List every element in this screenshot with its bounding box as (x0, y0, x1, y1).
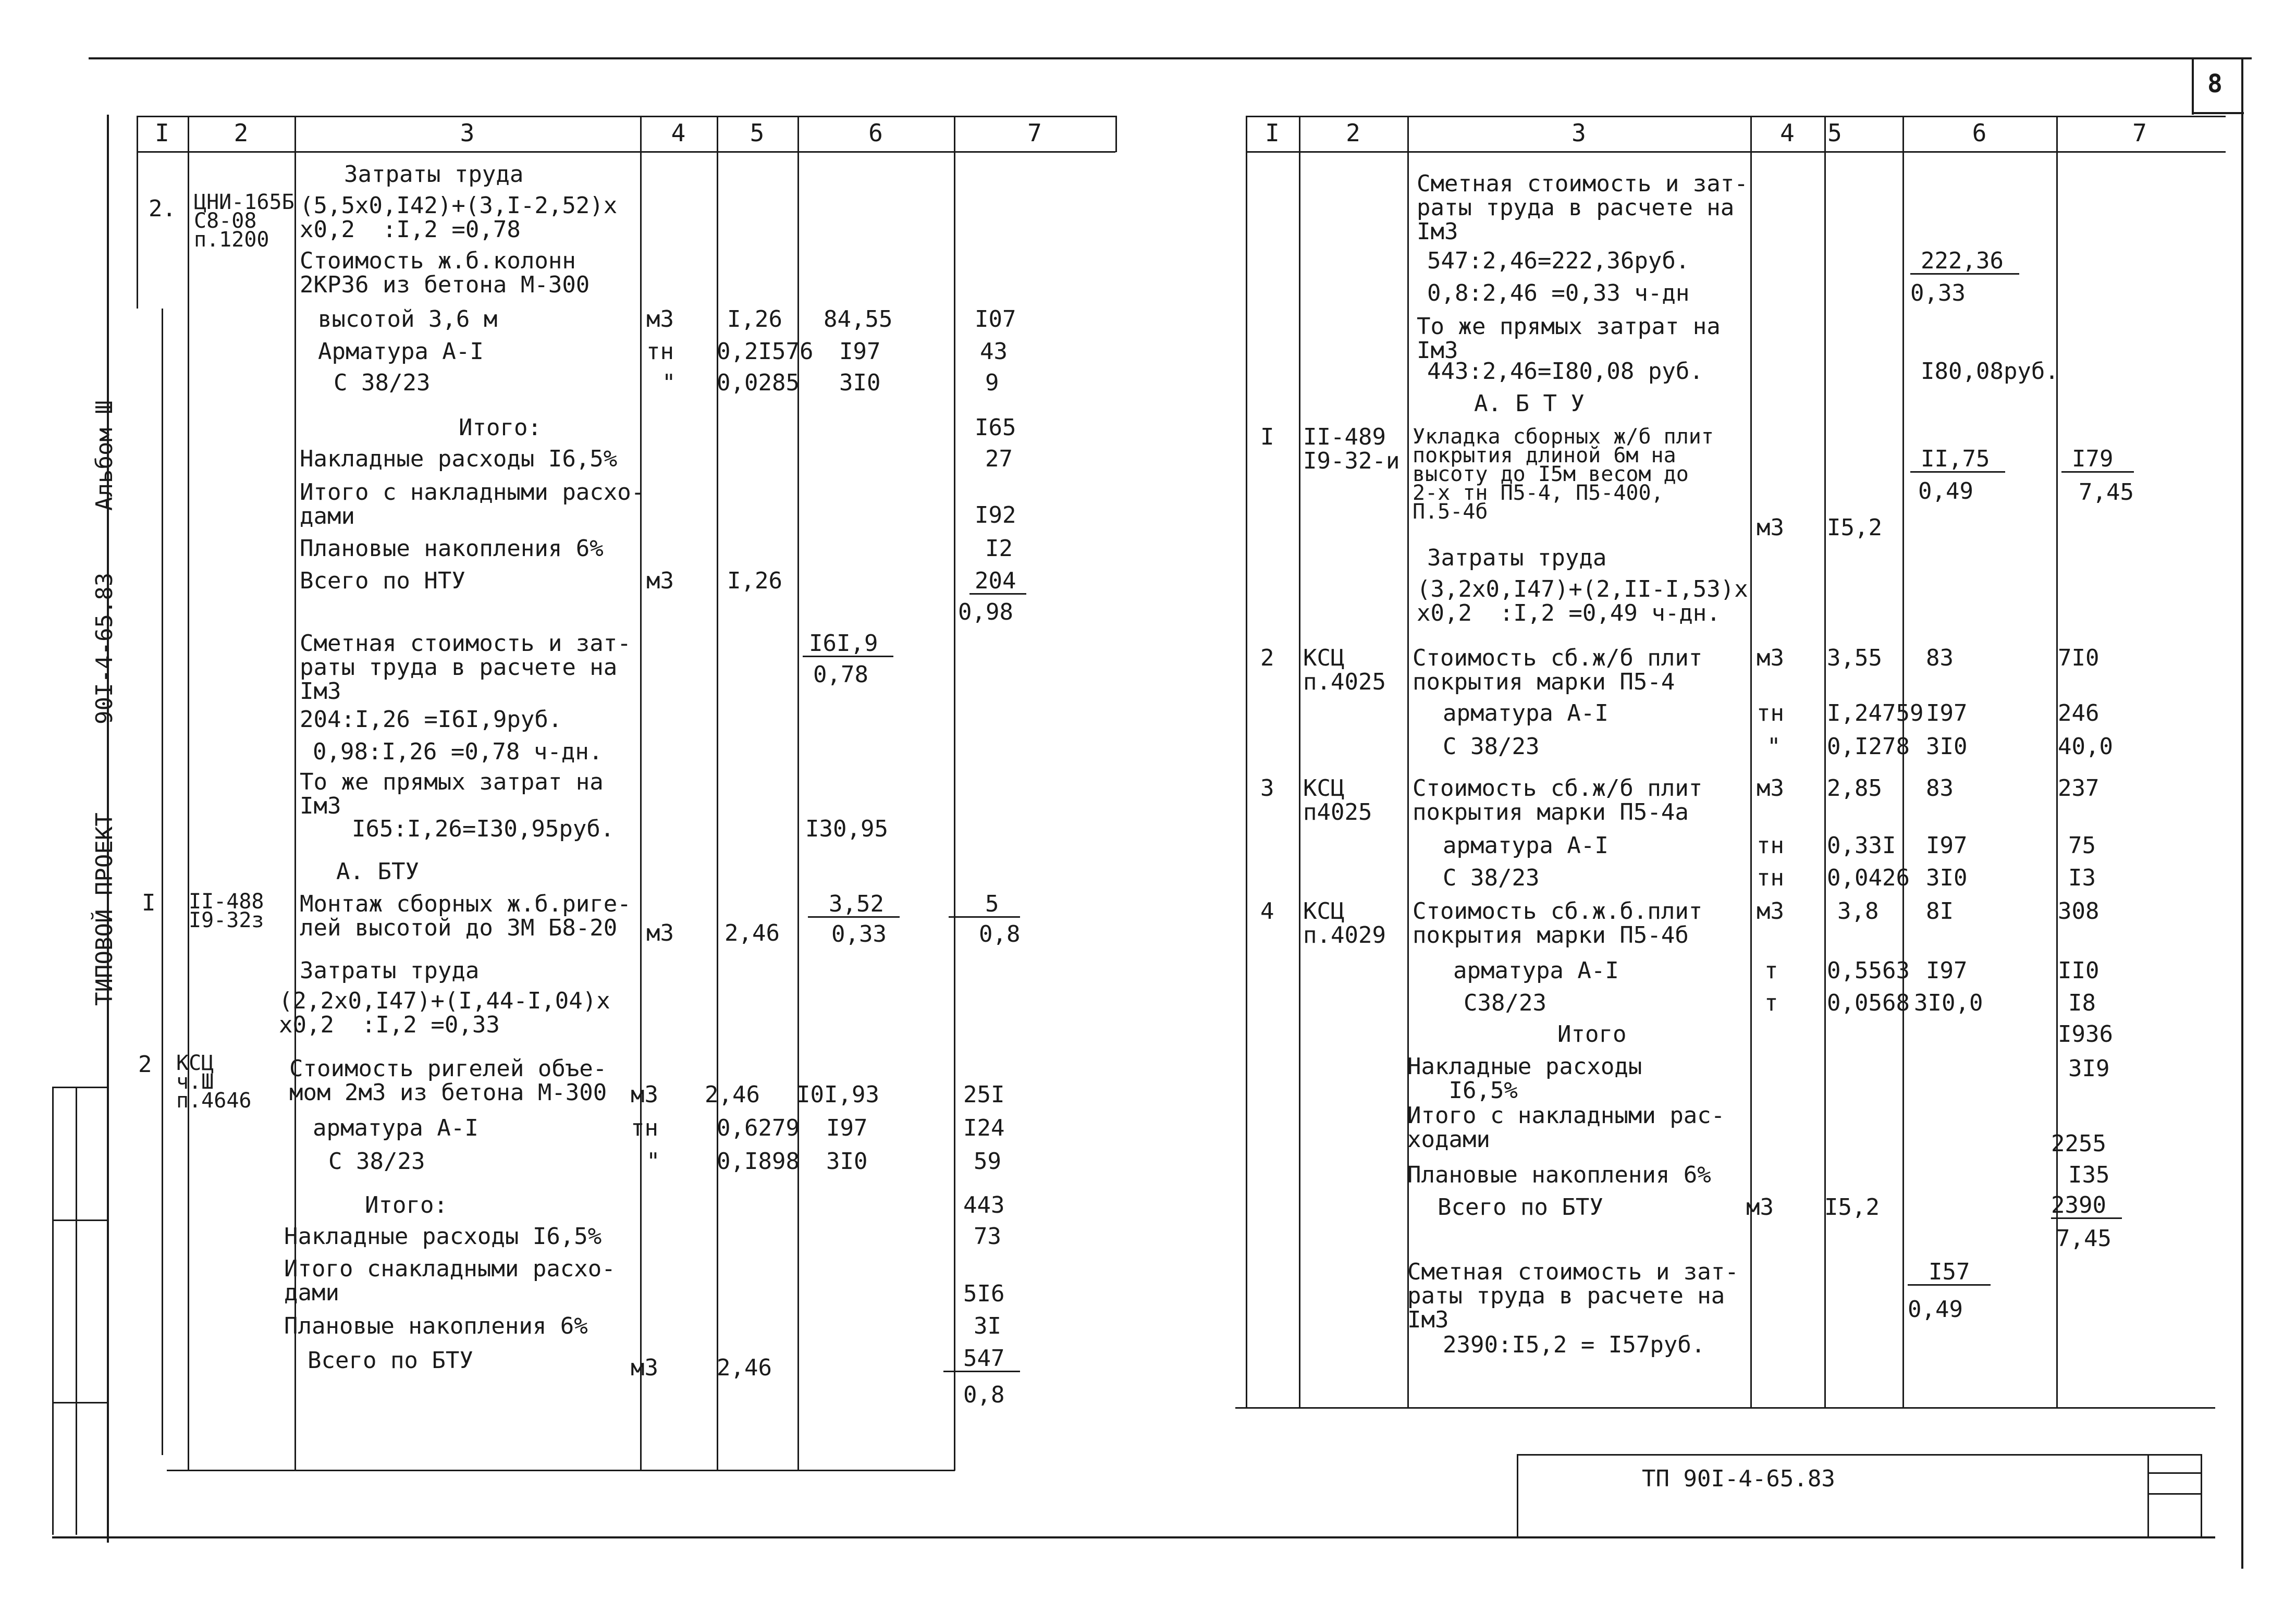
left-cell-total: I92 (975, 502, 1016, 528)
stamp-cell-line-1 (2147, 1472, 2201, 1474)
left-cell-total: 5I6 (963, 1280, 1005, 1307)
left-cell-labour-unit: 0,33 (831, 921, 887, 947)
right-cell-unit: м3 (1746, 1194, 1774, 1221)
right-header-col-5: 5 (1827, 119, 1842, 147)
left-cell-text: То же прямых затрат на Iм3 (300, 769, 604, 819)
right-cell-code: КСЦ п4025 (1303, 775, 1372, 826)
left-cell-text: (5,5х0,I42)+(3,I-2,52)х х0,2 :I,2 =0,78 (300, 192, 618, 243)
right-cell-text: Стоимость сб.ж/б плит покрытия марки П5-4 (1413, 645, 1703, 695)
right-cell-price: I97 (1926, 832, 1968, 859)
right-cell-unit: тн (1757, 832, 1784, 859)
left-cell-total: 59 (974, 1148, 1001, 1175)
right-cell-qty: I5,2 (1824, 1194, 1880, 1221)
right-cell-unit: т (1764, 990, 1778, 1016)
left-cell-total: 73 (974, 1223, 1001, 1250)
left-cell-text: Плановые накопления 6% (284, 1313, 588, 1339)
left-cell-labour-total: 0,8 (979, 921, 1021, 947)
right-cell-unit: тн (1757, 865, 1784, 891)
left-cell-num: 2. (149, 195, 176, 222)
left-cell-total: 443 (963, 1192, 1005, 1218)
left-cell-text: Накладные расходы I6,5% (300, 446, 618, 472)
right-cell-price: 3I0 (1926, 865, 1968, 891)
left-cell-text: (2,2х0,I47)+(I,44-I,04)х х0,2 :I,2 =0,33 (279, 988, 610, 1038)
right-cell-text: А. Б Т У (1474, 390, 1585, 417)
right-cell-code: КСЦ п.4029 (1303, 898, 1386, 949)
left-cell-labour-sum: 0,8 (963, 1382, 1005, 1408)
left-cell-total: I07 (975, 306, 1016, 332)
left-cell-price: I0I,93 (796, 1081, 879, 1108)
margin-label-project: ТИПОВОЙ ПРОЕКТ (91, 812, 118, 1006)
right-cell-num: I (1260, 424, 1274, 450)
right-cell-text: Стоимость сб.ж/б плит покрытия марки П5-4а (1413, 775, 1703, 826)
left-cell-qty: 0,I898 (717, 1148, 800, 1175)
left-cell-total: 3I (974, 1313, 1001, 1339)
left-cell-code: ЦНИ-165Б С8-08 п.1200 (194, 190, 294, 252)
left-cell-unit: тн (646, 338, 674, 365)
right-cell-text: Затраты труда (1427, 545, 1607, 571)
margin-block-line-1 (52, 1087, 108, 1088)
left-cell-qty: I,26 (727, 306, 782, 332)
right-cell-text: Накладные расходы I6,5% (1407, 1053, 1642, 1104)
page-number-box-bottom (2192, 112, 2244, 114)
left-cell-price: I30,95 (805, 816, 888, 842)
left-cell-text: Итого: (459, 414, 542, 441)
left-cell-qty: 2,46 (725, 920, 780, 946)
right-cell-price: I97 (1926, 957, 1968, 984)
right-cell-total: I936 (2058, 1021, 2113, 1048)
right-cell-price: 3I0,0 (1914, 990, 1983, 1016)
left-cell-unit: тн (631, 1115, 658, 1141)
right-cell-text: 443:2,46=I80,08 руб. (1427, 358, 1703, 385)
left-cell-qty: 0,6279 (717, 1115, 800, 1141)
left-cell-text: Всего по БТУ (308, 1347, 473, 1374)
right-cell-text: Итого с накладными рас- ходами (1407, 1102, 1725, 1153)
right-cell-qty: 0,0426 (1827, 865, 1910, 891)
margin-block-line-2 (52, 1220, 108, 1221)
right-cell-price: 3I0 (1926, 733, 1968, 760)
right-cell-qty: 0,0568 (1827, 990, 1910, 1016)
left-cell-text: Итого: (365, 1192, 448, 1218)
left-cell-text: Итого с накладными расхо- дами (300, 479, 645, 529)
right-cell-total: I35 (2068, 1162, 2110, 1188)
left-table-bottom-line (167, 1470, 955, 1471)
left-cell-text: А. БТУ (336, 858, 419, 885)
left-cell-text: С 38/23 (334, 370, 431, 396)
right-cell-qty: 2,85 (1827, 775, 1882, 802)
bottom-border-line (52, 1536, 2215, 1538)
left-cell-num: I (142, 890, 156, 916)
right-table-bottom-line (1235, 1407, 2215, 1409)
right-cell-labour-total: 7,45 (2079, 479, 2134, 506)
left-cell-text: Арматура А-I (318, 338, 484, 365)
right-cell-total: I8 (2068, 990, 2096, 1016)
right-cell-total: 246 (2058, 700, 2099, 726)
left-cell-total: 43 (980, 338, 1008, 365)
left-cell-unit: " (646, 1148, 660, 1175)
right-cell-price: 83 (1926, 645, 1954, 671)
stamp-inner-line (2147, 1454, 2149, 1537)
right-header-col-3: 3 (1571, 119, 1586, 147)
right-cell-price: 8I (1926, 898, 1954, 925)
left-cell-unit: " (662, 370, 676, 396)
right-cell-code: КСЦ п.4025 (1303, 645, 1386, 695)
margin-label-code: 90I-4-65.83 (91, 572, 118, 724)
left-cell-total: I2 (985, 535, 1013, 562)
stamp-right-line (2201, 1454, 2202, 1537)
right-cell-qty: 0,33I (1827, 832, 1896, 859)
left-header-col-3: 3 (460, 119, 475, 147)
left-cell-text: 0,98:I,26 =0,78 ч-дн. (313, 738, 603, 765)
left-cell-labour-sum: 0,98 (958, 599, 1013, 625)
left-cell-total: I65 (975, 414, 1016, 441)
right-col-line-5 (1902, 116, 1904, 1408)
right-cell-unit: т (1764, 957, 1778, 984)
right-header-col-4: 4 (1780, 119, 1795, 147)
right-table-header-line (1246, 151, 2226, 153)
left-col-line-4 (717, 116, 718, 1471)
right-cell-unit: м3 (1757, 775, 1784, 802)
right-cell-total: 40,0 (2058, 733, 2113, 760)
right-cell-text: Укладка сборных ж/б плит покрытия длиной 6м на высоту до I5м весом до 2-х тн П5-4, П5-400, П.5-4б (1413, 425, 1714, 524)
margin-block-line-5 (76, 1087, 77, 1535)
margin-block-line-3 (52, 1402, 108, 1403)
stamp-document-code: ТП 90I-4-65.83 (1642, 1465, 1835, 1492)
right-cell-total: I3 (2068, 865, 2096, 891)
right-header-col-6: 6 (1972, 119, 1987, 147)
right-cell-qty: 0,I278 (1827, 733, 1910, 760)
left-cell-unit: м3 (646, 920, 674, 946)
left-cell-qty: I,26 (727, 568, 782, 594)
left-cell-total: 27 (985, 446, 1013, 472)
right-cell-num: 3 (1260, 775, 1274, 802)
right-cell-unit: м3 (1757, 898, 1784, 925)
left-cell-price: 3I0 (839, 370, 881, 396)
left-cell-total-unit: 5 (949, 892, 1020, 918)
left-cell-unit: м3 (646, 306, 674, 332)
right-cell-num: 4 (1260, 898, 1274, 925)
right-cell-total: 237 (2058, 775, 2099, 802)
page-number: 8 (2207, 69, 2223, 98)
left-cell-text: Итого снакладными расхо- дами (284, 1255, 616, 1306)
right-col-line-1 (1299, 116, 1300, 1408)
left-cell-text: 204:I,26 =I6I,9руб. (300, 706, 562, 733)
right-cell-qty: I5,2 (1827, 514, 1882, 541)
right-cell-unit: м3 (1757, 514, 1784, 541)
left-cell-price: 3I0 (826, 1148, 868, 1175)
left-cell-price: I97 (826, 1115, 868, 1141)
right-cell-unit: " (1767, 733, 1781, 760)
page-number-box-left (2192, 57, 2194, 115)
left-cell-text: I65:I,26=I30,95руб. (352, 816, 615, 842)
left-cell-qty: 0,2I576 (717, 338, 814, 365)
left-cell-total-sum: 204 (969, 569, 1026, 595)
right-cell-unit: м3 (1757, 645, 1784, 671)
left-cell-text: Всего по НТУ (300, 568, 465, 594)
right-cell-text: арматура А-I (1443, 700, 1609, 726)
left-cell-total: 25I (963, 1081, 1005, 1108)
right-cell-total: 3I9 (2068, 1055, 2110, 1082)
left-header-col-6: 6 (868, 119, 883, 147)
right-cell-total-sum: 2390 (2051, 1193, 2122, 1219)
left-header-col-7: 7 (1027, 119, 1042, 147)
top-border-line (89, 57, 2252, 59)
right-header-col-2: 2 (1346, 119, 1360, 147)
left-col-line-7 (1115, 116, 1117, 152)
left-col-line-3 (640, 116, 642, 1471)
left-cell-code: КСЦ ч.Ш п.4646 (176, 1051, 252, 1113)
right-cell-text: арматура А-I (1443, 832, 1609, 859)
left-cell-text: Стоимость ригелей объе- мом 2м3 из бетона М-300 (289, 1055, 607, 1106)
right-cell-labour-sum: 7,45 (2056, 1225, 2111, 1252)
right-cell-text: С 38/23 (1443, 865, 1540, 891)
left-header-col-5: 5 (750, 119, 765, 147)
right-cell-unit-cost: 222,36 (1910, 249, 2019, 275)
right-cell-text: арматура А-I (1453, 957, 1619, 984)
right-cell-text: Плановые накопления 6% (1407, 1162, 1711, 1188)
left-cell-total: I24 (963, 1115, 1005, 1141)
right-cell-text: (3,2х0,I47)+(2,II-I,53)х х0,2 :I,2 =0,49 ч-дн. (1417, 576, 1748, 626)
left-cell-total: 9 (985, 370, 999, 396)
left-cell-unit: м3 (646, 568, 674, 594)
right-cell-total: II0 (2058, 957, 2099, 984)
right-cell-qty: 3,55 (1827, 645, 1882, 671)
left-cell-unit: м3 (631, 1081, 658, 1108)
right-cell-num: 2 (1260, 645, 1274, 671)
right-cell-total: 75 (2068, 832, 2096, 859)
left-cell-code: II-488 I9-32з (189, 890, 264, 932)
right-header-col-1: I (1265, 119, 1280, 147)
right-cell-text: 547:2,46=222,36руб. (1427, 248, 1690, 274)
left-col-line-1 (188, 116, 189, 1471)
left-header-col-1: I (155, 119, 169, 147)
right-cell-qty: I,24759 (1827, 700, 1924, 726)
left-cell-text: Затраты труда (344, 161, 524, 188)
right-cell-text: То же прямых затрат на Iм3 (1417, 313, 1721, 364)
left-cell-qty: 0,0285 (717, 370, 800, 396)
margin-label-album: Альбом Ш (91, 400, 118, 511)
left-header-col-4: 4 (671, 119, 686, 147)
left-cell-total-sum: 547 (943, 1347, 1020, 1372)
left-col-line-5 (797, 116, 799, 1471)
right-cell-qty: 0,5563 (1827, 957, 1910, 984)
right-cell-text: Всего по БТУ (1438, 1194, 1603, 1221)
right-cell-price: I97 (1926, 700, 1968, 726)
left-cell-price: I97 (839, 338, 881, 365)
right-cell-total: 2255 (2051, 1130, 2106, 1157)
left-cell-qty: 2,46 (717, 1354, 772, 1381)
right-cell-direct-cost: I80,08руб. (1921, 358, 2059, 385)
right-cell-text: С38/23 (1464, 990, 1546, 1016)
right-cell-text: Итого (1557, 1021, 1627, 1048)
right-border-line (2241, 57, 2243, 1569)
right-cell-total: 7I0 (2058, 645, 2099, 671)
left-cell-text: Накладные расходы I6,5% (284, 1223, 602, 1250)
right-cell-labour-unit: 0,49 (1918, 478, 1973, 504)
right-cell-unit-labour: 0,49 (1908, 1296, 1963, 1323)
left-cell-text: С 38/23 (328, 1148, 425, 1175)
right-table-top-line (1246, 116, 2226, 117)
right-cell-text: Сметная стоимость и зат- раты труда в расчете на Iм3 (1417, 170, 1748, 245)
right-cell-unit: тн (1757, 700, 1784, 726)
left-cell-unit-cost: I6I,9 (803, 632, 893, 657)
left-cell-text: Стоимость ж.б.колонн 2КР36 из бетона М-300 (300, 248, 590, 298)
right-cell-text: Сметная стоимость и зат- раты труда в расчете на Iм3 (1407, 1259, 1739, 1333)
right-cell-price-unit: II,75 (1910, 447, 2005, 473)
left-col-line-0b (162, 309, 163, 1455)
stamp-left-line (1517, 1454, 1518, 1537)
stamp-top-line (1517, 1454, 2201, 1456)
left-cell-unit-labour: 0,78 (813, 661, 868, 688)
left-cell-text: Монтаж сборных ж.б.риге- лей высотой до 3М Б8-20 (300, 891, 631, 941)
left-cell-text: Сметная стоимость и зат- раты труда в расчете на Iм3 (300, 630, 631, 705)
left-cell-price: 84,55 (824, 306, 893, 332)
right-cell-qty: 3,8 (1837, 898, 1879, 925)
right-cell-text: С 38/23 (1443, 733, 1540, 760)
right-col-line-0 (1246, 116, 1247, 1408)
left-cell-unit: м3 (631, 1354, 658, 1381)
left-header-col-2: 2 (234, 119, 249, 147)
left-cell-price-unit: 3,52 (808, 892, 900, 918)
right-cell-text: Стоимость сб.ж.б.плит покрытия марки П5-4б (1413, 898, 1703, 949)
left-cell-qty: 2,46 (705, 1081, 760, 1108)
right-cell-price: 83 (1926, 775, 1954, 802)
right-header-col-7: 7 (2132, 119, 2147, 147)
left-cell-text: Плановые накопления 6% (300, 535, 604, 562)
right-cell-text: 0,8:2,46 =0,33 ч-дн (1427, 280, 1690, 306)
right-cell-unit-cost: I57 (1908, 1260, 1991, 1286)
left-cell-text: высотой 3,6 м (318, 306, 498, 332)
left-table-top-line (137, 116, 1115, 117)
left-cell-text: арматура А-I (313, 1115, 478, 1141)
right-cell-total-unit: I79 (2061, 447, 2134, 473)
stamp-cell-line-2 (2147, 1493, 2201, 1495)
left-cell-num: 2 (138, 1051, 152, 1078)
right-cell-text: 2390:I5,2 = I57руб. (1443, 1332, 1705, 1358)
right-col-line-2 (1407, 116, 1409, 1408)
left-cell-text: Затраты труда (300, 957, 480, 984)
left-col-line-6 (954, 116, 955, 1471)
margin-block-line-4 (52, 1087, 54, 1535)
right-cell-unit-labour: 0,33 (1910, 280, 1966, 306)
left-table-header-line (137, 151, 1115, 153)
right-cell-total: 308 (2058, 898, 2099, 925)
right-cell-code: II-489 I9-32-и (1303, 424, 1400, 474)
